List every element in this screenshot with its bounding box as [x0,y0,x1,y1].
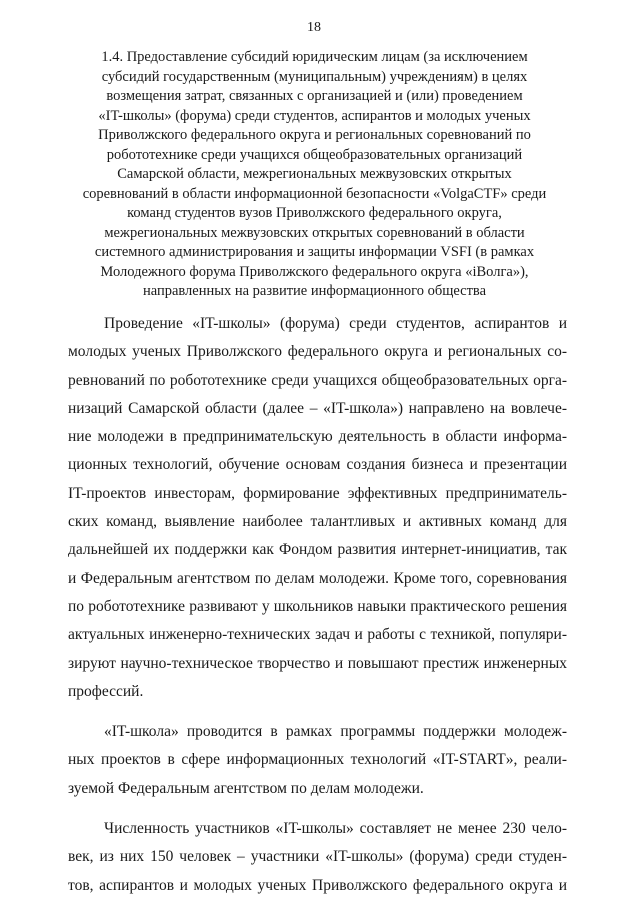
paragraph-line: век, из них 150 человек – участники «IT-школы» (форума) среди студен- [68,848,567,866]
paragraph-line: зируют научно-техническое творчество и повышают престиж инженерных [68,654,567,672]
document-body [68,310,567,900]
paragraph-line: зуемой Федеральным агентством по делам молодежи. [68,779,424,797]
heading-line: робототехнике среди учащихся общеобразовательных организаций [106,146,523,163]
paragraph-line: профессий. [68,682,144,700]
heading-line: Молодежного форума Приволжского федерального округа «iВолга»), [100,263,529,280]
heading-line: субсидий государственным (муниципальным) учреждениям) в целях [101,68,528,85]
heading-line: 1.4. Предоставление субсидий юридическим лицам (за исключением [101,49,528,65]
heading-line: «IT-школы» (форума) среди студентов, аспирантов и молодых ученых [98,107,531,124]
heading-line: команд студентов вузов Приволжского федерального округа, [127,205,502,221]
paragraph-line: низаций Самарской области (далее – «IT-школа») направлено на вовлече- [68,399,567,417]
section-heading [62,48,567,302]
paragraph-line: «IT-школа» проводится в рамках программы поддержки молодеж- [104,723,567,741]
paragraph [68,718,567,803]
heading-line: соревнований в области информационной безопасности «VolgaCTF» среди [82,185,547,202]
paragraph-line: Численность участников «IT-школы» составляет не менее 230 чело- [104,820,567,838]
paragraph-line: ных проектов в сфере информационных технологий «IT-START», реали- [68,751,567,769]
paragraph-line: тов, аспирантов и молодых ученых Приволжского федерального округа и [68,876,567,894]
heading-line: Самарской области, межрегиональных межвузовских открытых [117,166,512,182]
paragraph-line: ревнований по робототехнике среди учащихся общеобразовательных орга- [68,371,567,389]
paragraph-line: ние молодежи в предпринимательскую деятельность в области информа- [68,428,567,446]
paragraph-line: по робототехнике развивают у школьников навыки практического решения [68,597,567,615]
paragraph-line: актуальных инженерно-технических задач и работы с техникой, популяри- [68,626,567,644]
paragraph-line: IT-проектов инвесторам, формирование эффективных предприниматель- [68,484,567,502]
paragraph [68,815,567,900]
heading-line: межрегиональных межвузовских открытых соревнований в области [104,224,525,241]
paragraph-line: ских команд, выявление наиболее талантливых и активных команд для [68,513,567,531]
paragraph-line: молодых ученых Приволжского федерального округа и региональных со- [68,343,567,361]
heading-line: направленных на развитие информационного общества [142,283,487,299]
heading-line: Приволжского федерального округа и региональных соревнований по [98,127,531,143]
page-number: 18 [307,20,321,35]
heading-line: системного администрирования и защиты информации VSFI (в рамках [94,244,535,260]
paragraph-line: Проведение «IT-школы» (форума) среди студентов, аспирантов и [104,315,567,332]
paragraph-line: и Федеральным агентством по делам молодежи. Кроме того, соревнования [68,569,567,587]
paragraph-line: ционных технологий, обучение основам создания бизнеса и презентации [68,456,567,474]
heading-line: возмещения затрат, связанных с организацией и (или) проведением [106,88,523,104]
paragraph-line: дальнейшей их поддержки как Фондом развития интернет-инициатив, так [68,541,567,559]
paragraph [68,310,567,706]
